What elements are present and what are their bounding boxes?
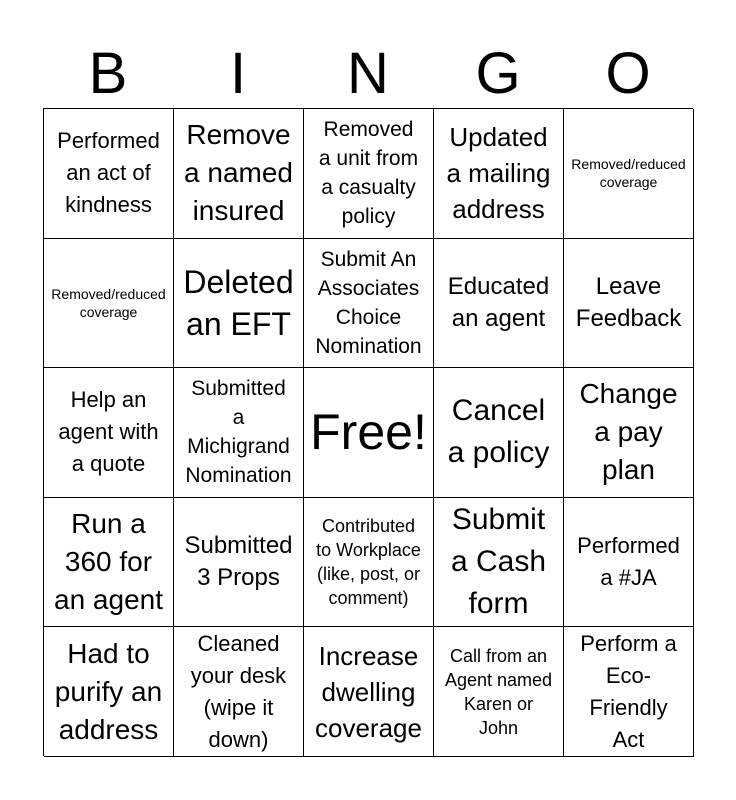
bingo-cell-r1c5[interactable] <box>564 109 694 239</box>
bingo-cell-r2c1[interactable] <box>44 239 174 369</box>
bingo-cell-r4c1[interactable] <box>44 498 174 628</box>
cell-label: Remove a named insured <box>184 119 293 227</box>
bingo-cell-r4c2[interactable] <box>174 498 304 628</box>
cell-label: Cancel a policy <box>447 394 550 470</box>
cell-label: Removed/reduced coverage <box>571 156 686 191</box>
free-space[interactable] <box>304 368 434 498</box>
cell-label: Removed a unit from a casualty policy <box>318 118 419 229</box>
bingo-cell-r2c5[interactable] <box>564 239 694 369</box>
bingo-cell-r3c1[interactable] <box>44 368 174 498</box>
bingo-cell-r4c3[interactable] <box>304 498 434 628</box>
cell-label: Leave Feedback <box>575 272 682 332</box>
cell-label: Had to purify an address <box>54 637 163 745</box>
cell-label: Submitted 3 Props <box>184 532 293 592</box>
bingo-cell-r2c3[interactable] <box>304 239 434 369</box>
bingo-cell-r1c4[interactable] <box>434 109 564 239</box>
cell-label: Updated a mailing address <box>446 122 551 225</box>
cell-label: Submit a Cash form <box>450 503 547 621</box>
cell-label: Submit An Associates Choice Nomination <box>315 247 422 358</box>
cell-label: Help an agent with a quote <box>58 387 159 477</box>
header-letter-o: O <box>605 41 651 106</box>
bingo-cell-r2c2[interactable] <box>174 239 304 369</box>
cell-label: Performed a #JA <box>577 533 680 591</box>
bingo-cell-r5c4[interactable] <box>434 627 564 757</box>
cell-label: Removed/reduced coverage <box>51 285 166 320</box>
free-space-label: Free! <box>310 404 427 461</box>
bingo-header <box>43 40 693 108</box>
bingo-cell-r1c1[interactable] <box>44 109 174 239</box>
cell-label: Deleted an EFT <box>183 263 294 342</box>
cell-label: Performed an act of kindness <box>57 128 160 218</box>
bingo-cell-r5c3[interactable] <box>304 627 434 757</box>
bingo-cell-r4c4[interactable] <box>434 498 564 628</box>
header-letter-n: N <box>347 41 389 106</box>
cell-label: Perform a Eco- Friendly Act <box>580 630 677 752</box>
bingo-cell-r3c2[interactable] <box>174 368 304 498</box>
bingo-cell-r5c1[interactable] <box>44 627 174 757</box>
header-letter-i: I <box>229 41 247 106</box>
bingo-grid <box>43 108 693 756</box>
bingo-cell-r5c5[interactable] <box>564 627 694 757</box>
header-letter-b: B <box>88 41 128 106</box>
cell-label: Change a pay plan <box>579 378 678 486</box>
cell-label: Educated an agent <box>447 272 550 332</box>
bingo-cell-r3c4[interactable] <box>434 368 564 498</box>
cell-label: Cleaned your desk (wipe it down) <box>190 630 287 752</box>
bingo-cell-r4c5[interactable] <box>564 498 694 628</box>
cell-label: Increase dwelling coverage <box>315 640 422 743</box>
cell-label: Run a 360 for an agent <box>54 508 163 616</box>
bingo-cell-r3c5[interactable] <box>564 368 694 498</box>
cell-label: Contributed to Workplace (like, post, or comment) <box>316 516 421 609</box>
bingo-cell-r1c3[interactable] <box>304 109 434 239</box>
cell-label: Submitted a Michigrand Nomination <box>185 377 292 488</box>
bingo-cell-r1c2[interactable] <box>174 109 304 239</box>
header-letter-g: G <box>475 41 521 106</box>
cell-label: Call from an Agent named Karen or John <box>444 645 553 738</box>
bingo-cell-r5c2[interactable] <box>174 627 304 757</box>
bingo-cell-r2c4[interactable] <box>434 239 564 369</box>
